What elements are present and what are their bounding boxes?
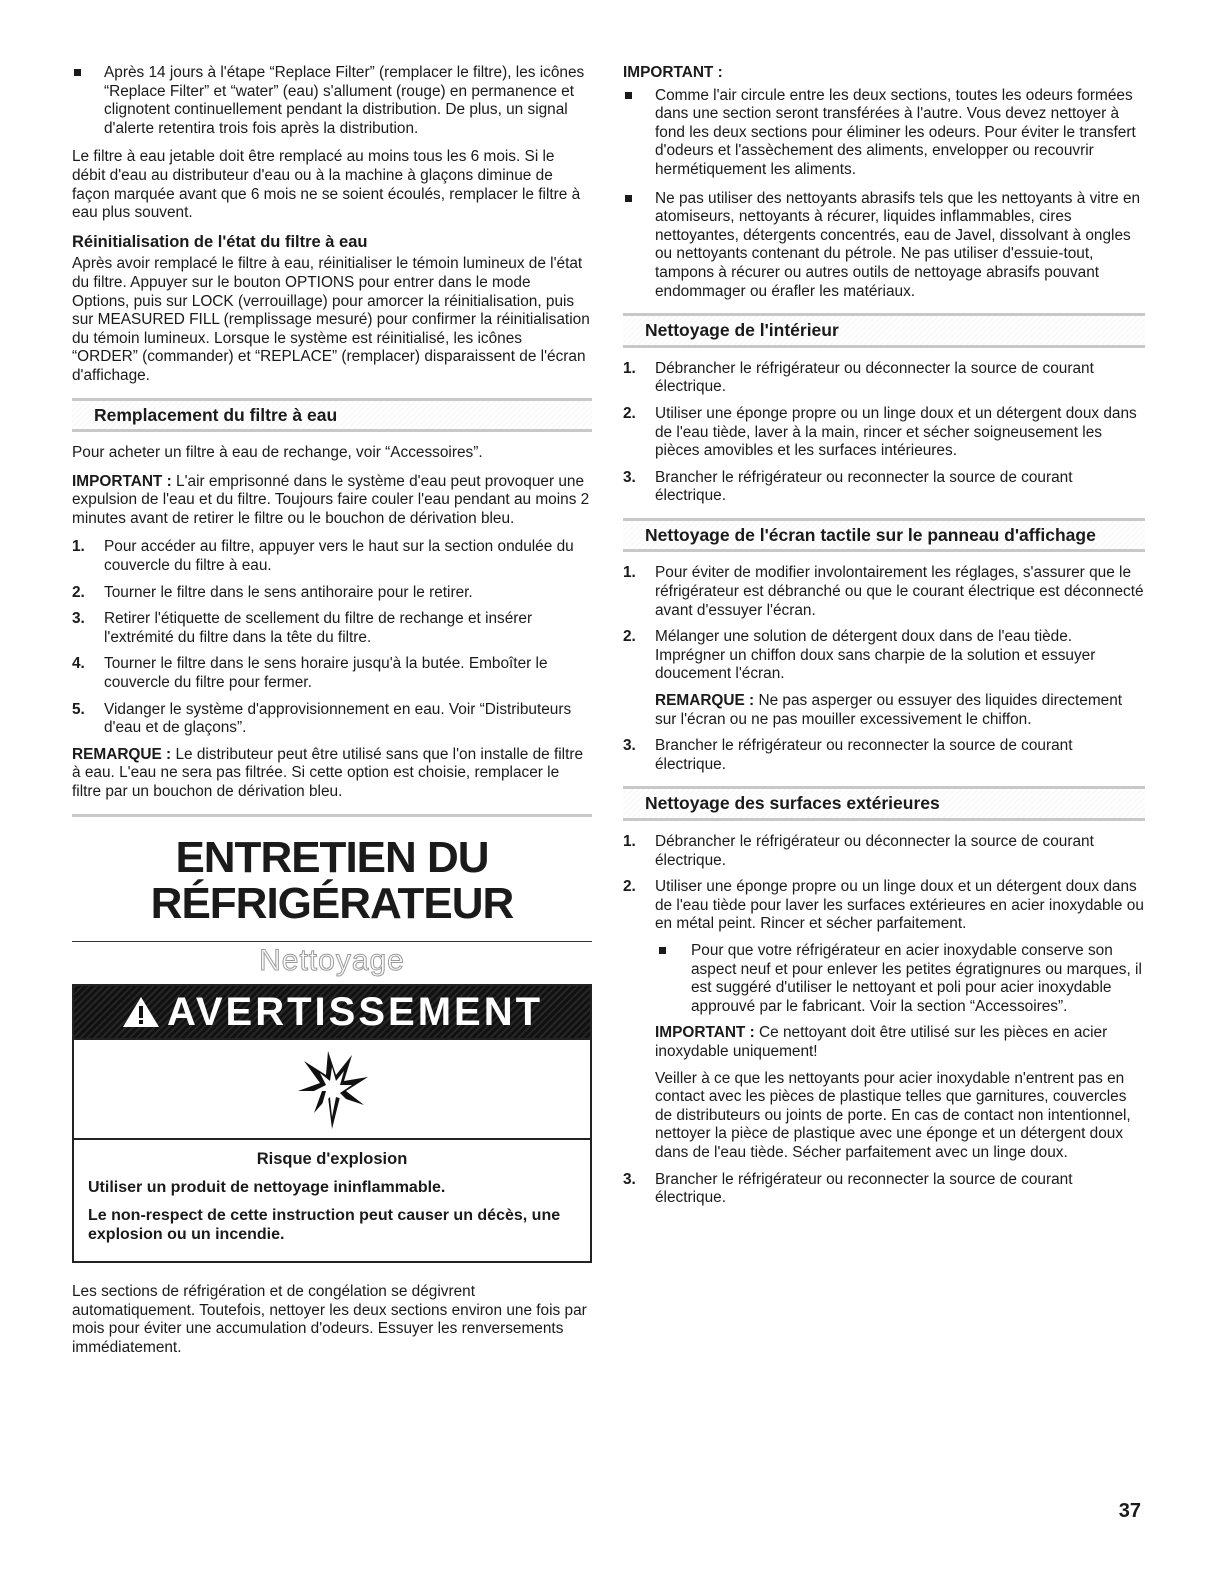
step-text: Mélanger une solution de détergent doux dans de l'eau tiède. Imprégner un chiffon doux sans charpie de la solution et essuyer doucement l'écran. [655,628,1096,683]
warning-line1: Utiliser un produit de nettoyage ininflammable. [88,1179,446,1197]
step-text: Brancher le réfrigérateur ou reconnecter la source de courant électrique. [655,1170,1073,1207]
title-rule [72,941,592,942]
step-text: Utiliser une éponge propre ou un linge doux et un détergent doux dans de l'eau tiède, laver à la main, rincer et sécher soigneusement les pièces amovibles et les surfaces intérieures. [655,404,1137,460]
step-text: Tourner le filtre dans le sens horaire jusqu'à la butée. Emboîter le couvercle du filtre pour fermer. [104,655,548,692]
important-heading: IMPORTANT : [623,64,723,81]
screen-remarque [655,692,1145,729]
important-label: IMPORTANT : [655,1024,755,1042]
reset-paragraph: Après avoir remplacé le filtre à eau, réinitialiser le témoin lumineux de l'état du filtre. Appuyer sur le bouton OPTIONS pour entrer dans le mode Options, puis sur LOCK (verrouillage) pour amorcer la réinitialisation, puis sur MEASURED FILL (remplissage mesuré) pour confirmer la réinitialisation du témoin lumineux. Lorsque le système est réinitialisé, les icônes “ORDER” (commander) et “REPLACE” (remplacer) disparaissent de l'écran d'affichage. [72,255,590,384]
step-text: Débrancher le réfrigérateur ou déconnecter la source de courant électrique. [655,359,1094,396]
remarque-label: REMARQUE : [72,745,172,763]
list-item [72,655,592,692]
step-text: Pour accéder au filtre, appuyer vers le haut sur la section ondulée du couvercle du filtre à eau. [104,538,574,575]
step-number: 2. [623,404,636,422]
closing-paragraph: Les sections de réfrigération et de congélation se dégivrent automatiquement. Toutefois, nettoyer les deux sections environ une fois par mois pour éviter une accumulation d'odeurs. Essuyer les renversements immédiatement. [72,1283,587,1356]
explosion-icon [292,1047,372,1131]
list-item [623,564,1145,620]
chapter-title-line1: ENTRETIEN DU [175,832,489,882]
list-item [72,610,592,647]
important-bullet: Comme l'air circule entre les deux sections, toutes les odeurs formées dans une section seront transférées à l'autre. Vous devez nettoyer à fond les deux sections pour éliminer les odeurs. Pour éviter le transfert d'odeurs et l'assèchement des aliments, envelopper ou recouvrir hermétiquement les aliments. [623,87,1145,180]
warning-header [74,986,590,1040]
warning-header-text: AVERTISSEMENT [166,989,544,1034]
exterior-important [655,1024,1145,1061]
interior-section-heading: Nettoyage de l'intérieur [623,313,1145,348]
page-number: 37 [1118,1500,1141,1522]
list-item [72,701,592,738]
list-item [623,833,1145,870]
warning-box [72,984,592,1263]
replace-remarque [72,746,592,802]
warning-line2: Le non-respect de cette instruction peut causer un décès, une explosion ou un incendie. [88,1207,561,1244]
replace-steps [72,538,592,737]
list-item [623,1171,1145,1208]
exterior-sub-bullet: Pour que votre réfrigérateur en acier inoxydable conserve son aspect neuf et pour enlever les petites égratignures ou marques, il est suggéré d'utiliser le nettoyant et poli pour acier inoxydable approuvé par le fabricant. Voir la section “Accessoires”. [655,942,1145,1016]
list-item [623,878,1145,1162]
step-text: Brancher le réfrigérateur ou reconnecter la source de courant électrique. [655,468,1073,505]
warning-triangle-icon [121,995,161,1029]
important-text: Ce nettoyant doit être utilisé sur les pièces en acier inoxydable uniquement! [655,1024,1108,1060]
warning-risk: Risque d'explosion [256,1150,408,1169]
step-number: 5. [72,700,85,718]
step-text: Utiliser une éponge propre ou un linge doux et un détergent doux dans de l'eau tiède pour laver les surfaces extérieures en acier inoxydable ou en métal peint. Rincer et sécher parfaitement. [655,878,1144,933]
step-number: 3. [623,468,636,486]
replace-intro: Pour acheter un filtre à eau de rechange, voir “Accessoires”. [72,444,483,462]
divider [72,814,592,817]
warning-icon-row [74,1040,590,1140]
step-number: 2. [623,628,636,646]
step-text: Retirer l'étiquette de scellement du filtre de rechange et insérer l'extrémité du filtre dans la tête du filtre. [104,610,533,646]
left-column [72,64,592,1368]
chapter-title [72,832,592,928]
step-text: Pour éviter de modifier involontairement les réglages, s'assurer que le réfrigérateur est débranché ou que le courant électrique est déconnecté avant d'essuyer l'écran. [655,564,1144,619]
remarque-label: REMARQUE : [655,692,755,710]
right-column [623,64,1145,1216]
list-item [72,584,592,603]
step-text: Vidanger le système d'approvisionnement en eau. Voir “Distributeurs d'eau et de glaçons”. [104,700,572,737]
step-text: Débrancher le réfrigérateur ou déconnecter la source de courant électrique. [655,833,1094,869]
exterior-note: Veiller à ce que les nettoyants pour acier inoxydable n'entrent pas en contact avec les pièces de plastique telles que garnitures, couvercles de distributeurs ou joints de porte. En cas de contact non intentionnel, nettoyer la pièce de plastique avec une éponge et un détergent doux dans de l'eau tiède. Sécher parfaitement avec un linge doux. [655,1069,1131,1161]
replace-section-heading: Remplacement du filtre à eau [72,398,592,433]
step-number: 3. [623,737,636,755]
step-number: 1. [623,833,636,850]
chapter-title-line2: RÉFRIGÉRATEUR [150,878,514,928]
important-bullet: Ne pas utiliser des nettoyants abrasifs tels que les nettoyants à vitre en atomiseurs, nettoyants à récurer, liquides inflammables, cires nettoyantes, détergents concentrés, eau de Javel, dissolvant à ongles ou nettoyants contenant du pétrole. Ne pas utiliser d'essuie-tout, tampons à récurer ou autres outils de nettoyage abrasifs pouvant endommager ou érafler les matériaux. [623,190,1145,302]
exterior-section-heading: Nettoyage des surfaces extérieures [623,786,1145,821]
step-number: 1. [623,359,636,377]
list-item [623,360,1145,397]
warning-body [74,1140,590,1261]
list-item [623,737,1145,774]
screen-section-heading: Nettoyage de l'écran tactile sur le panneau d'affichage [623,518,1145,553]
replace-important [72,473,592,529]
list-item [623,405,1145,461]
step-number: 3. [623,1170,636,1188]
step-number: 4. [72,655,85,673]
filter-replace-paragraph: Le filtre à eau jetable doit être remplacé au moins tous les 6 mois. Si le débit d'eau au distributeur d'eau ou à la machine à glaçons diminue de façon marquée avant que 6 mois ne se soient écoulés, remplacer le filtre à eau plus souvent. [72,148,581,222]
step-number: 1. [72,538,85,556]
chapter-subtitle: Nettoyage [259,943,405,977]
step-text: Brancher le réfrigérateur ou reconnecter la source de courant électrique. [655,737,1073,773]
step-number: 2. [72,583,85,601]
reset-heading: Réinitialisation de l'état du filtre à eau [72,232,368,251]
list-item [623,469,1145,506]
remarque-text: Ne pas asperger ou essuyer des liquides directement sur l'écran ou ne pas mouiller excessivement le chiffon. [655,692,1123,728]
list-item [623,628,1145,729]
step-number: 2. [623,878,636,896]
list-item [72,538,592,575]
step-number: 3. [72,610,85,628]
step-number: 1. [623,564,636,582]
important-text: L'air emprisonné dans le système d'eau peut provoquer une expulsion de l'eau et du filtre. Toujours faire couler l'eau pendant au moins 2 minutes avant de retirer le filtre ou le bouchon de dérivation bleu. [72,472,590,527]
step-text: Tourner le filtre dans le sens antihoraire pour le retirer. [104,583,473,601]
filter-alert-bullet: Après 14 jours à l'étape “Replace Filter” (remplacer le filtre), les icônes “Replace Filter” et “water” (eau) s'allument (rouge) en permanence et clignotent continuellement pendant la distribution. De plus, un signal d'alerte retentira trois fois après la distribution. [72,64,592,138]
remarque-text: Le distributeur peut être utilisé sans que l'on installe de filtre à eau. L'eau ne sera pas filtrée. Si cette option est choisie, remplacer le filtre par un bouchon de dérivation bleu. [72,745,584,800]
important-label: IMPORTANT : [72,472,172,490]
